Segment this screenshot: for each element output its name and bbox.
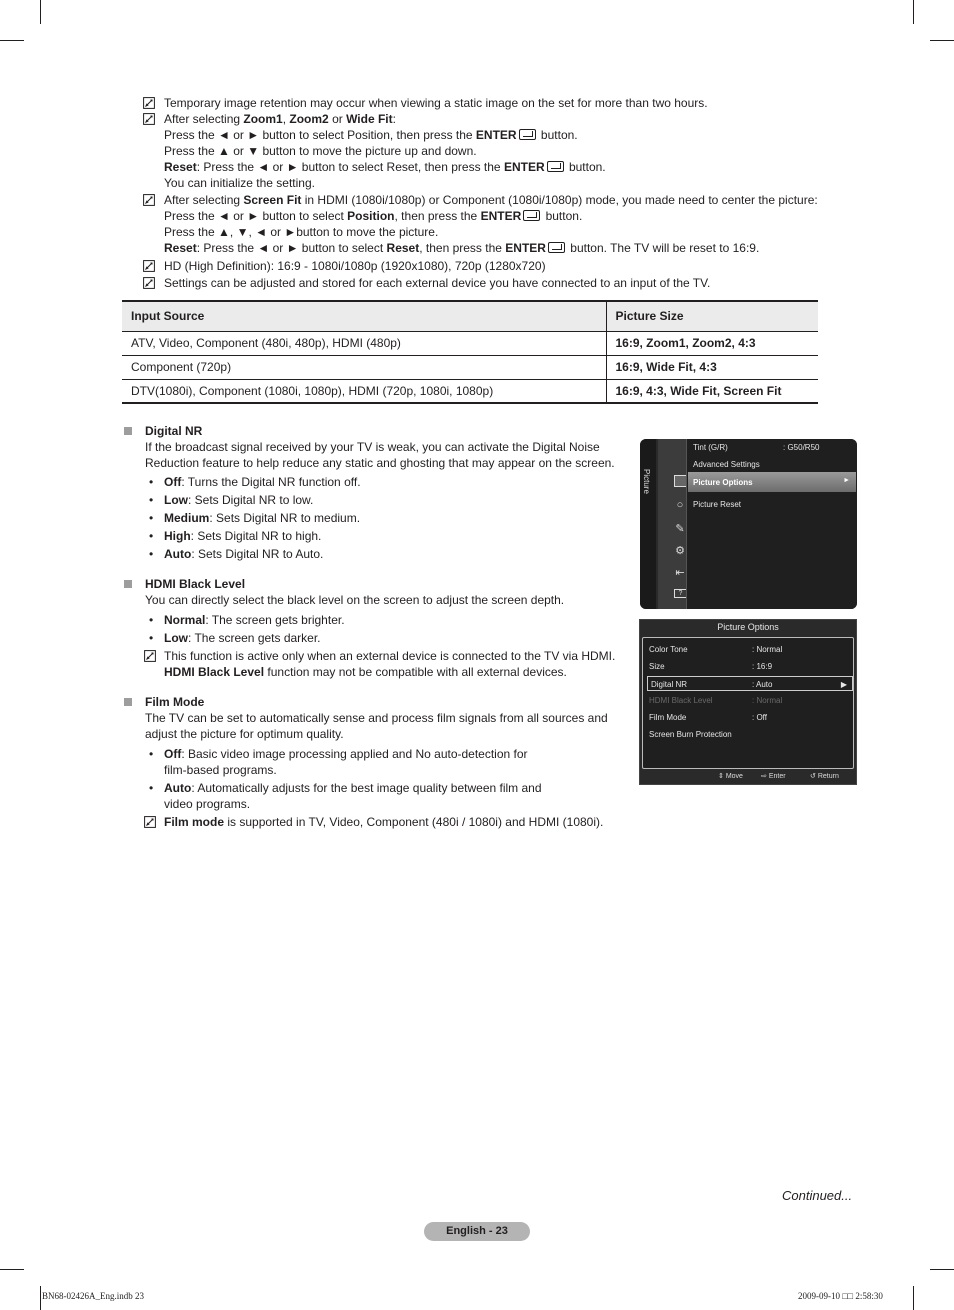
arrow-right-icon: ▶ <box>840 680 847 689</box>
support-icon[interactable]: ? <box>674 589 687 598</box>
osd-menu-list <box>686 439 857 609</box>
option-digital-nr[interactable]: Digital NR : Auto ▶ <box>647 676 853 691</box>
section-heading: Digital NR <box>122 423 632 439</box>
square-bullet-icon <box>124 580 132 588</box>
osd-title: Picture Options <box>717 622 779 632</box>
crop-mark <box>0 40 24 41</box>
note-film-mode: Film mode is supported in TV, Video, Component (480i / 1080i) and HDMI (1080i). <box>122 814 722 830</box>
table-cell: DTV(1080i), Component (1080i, 1080p), HDMI (720p, 1080i, 1080p) <box>122 379 606 403</box>
table-cell: 16:9, Wide Fit, 4:3 <box>606 355 818 379</box>
continued-label: Continued... <box>782 1188 853 1203</box>
list-item: • Auto: Automatically adjusts for the best image quality between film and video programs. <box>122 780 652 812</box>
table-row <box>122 331 818 355</box>
crop-mark <box>913 1286 914 1310</box>
list-item: • Low: Sets Digital NR to low. <box>122 492 632 508</box>
channel-icon[interactable]: ✎ <box>675 523 685 535</box>
list-item: • High: Sets Digital NR to high. <box>122 528 632 544</box>
osd-picture-options <box>639 619 857 785</box>
note-settings: Settings can be adjusted and stored for each external device you have connected to an input of the TV. <box>143 275 843 291</box>
section-film-mode: Film Mode The TV can be set to automatically sense and process film signals from all sources and adjust the picture for optimum quality. • Off: Basic video image processing applied and No auto-detection for film-based programs. • Auto: Automatically adjusts for the best image quality between film and video programs. Film mode is supported in TV, Video, Component (480i / 1080i) and HDMI (1080i). <box>122 694 652 830</box>
note-icon <box>144 816 156 828</box>
list-item: • Auto: Sets Digital NR to Auto. <box>122 546 632 562</box>
table-header: Input Source <box>122 301 606 331</box>
menu-item-picture-options[interactable]: Picture Options ► <box>688 472 856 492</box>
section-heading: HDMI Black Level <box>122 576 632 592</box>
picture-size-table <box>122 300 818 404</box>
option-size[interactable]: Size : 16:9 <box>649 662 773 671</box>
note-hd: HD (High Definition): 16:9 - 1080i/1080p (1920x1080), 720p (1280x720) <box>143 258 843 274</box>
note-icon <box>144 650 156 662</box>
osd-options-panel <box>642 637 854 769</box>
menu-item-advanced-settings[interactable]: Advanced Settings <box>693 460 760 469</box>
section-digital-nr: Digital NR If the broadcast signal received by your TV is weak, you can activate the Digital Noise Reduction feature to help reduce any static and ghosting that may appear on the screen. • Off: Turns the Digital NR function off. • Low: Sets Digital NR to low. • Medium: Sets Digital NR to medium. • High: Sets Digital NR to high. • Auto: Sets Digital NR to Auto. <box>122 423 632 562</box>
option-screen-burn-protection[interactable]: Screen Burn Protection <box>649 730 732 739</box>
move-icon: ⇕ <box>718 773 724 780</box>
arrow-right-icon: ► <box>843 477 850 484</box>
option-color-tone[interactable]: Color Tone : Normal <box>649 645 783 654</box>
crop-mark <box>930 1269 954 1270</box>
input-icon[interactable]: ⇤ <box>675 567 685 579</box>
setup-icon[interactable]: ⚙ <box>675 545 685 557</box>
print-info-right: 2009-09-10 □□ 2:58:30 <box>798 1291 883 1301</box>
section-hdmi-black-level: HDMI Black Level You can directly select the black level on the screen to adjust the screen depth. • Normal: The screen gets brighter. • Low: The screen gets darker. This function is active only when an external device is connected to the TV via HDMI. HDMI Black Level function may not be compatible with all external devices. <box>122 576 632 680</box>
return-icon: ↺ <box>810 773 816 780</box>
square-bullet-icon <box>124 698 132 706</box>
square-bullet-icon <box>124 427 132 435</box>
osd-picture-menu <box>640 439 857 609</box>
crop-mark <box>40 0 41 24</box>
table-cell: ATV, Video, Component (480i, 480p), HDMI (480p) <box>122 331 606 355</box>
note-icon <box>143 194 155 206</box>
note-icon <box>143 113 155 125</box>
enter-icon <box>519 129 536 140</box>
table-header-row <box>122 301 818 331</box>
osd-foot-return: ↺ Return <box>810 773 839 780</box>
enter-icon <box>523 210 540 221</box>
enter-icon <box>548 242 565 253</box>
osd-foot-move: ⇕ Move <box>718 773 743 780</box>
note-screen-fit: After selecting Screen Fit in HDMI (1080i/1080p) or Component (1080i/1080p) mode, you made need to center the picture: Press the ◄ or ► button to select Position, then press the ENTER button. Press the ▲, ▼, ◄ or ►button to move the picture. Reset: Press the ◄ or ► button to select Reset, then press the ENTER button. The TV will be reset to 16:9. <box>143 192 843 256</box>
table-cell: Component (720p) <box>122 355 606 379</box>
list-item: • Low: The screen gets darker. <box>122 630 632 646</box>
sound-icon[interactable]: ○ <box>676 499 684 511</box>
note-icon <box>143 277 155 289</box>
list-item: • Off: Turns the Digital NR function off. <box>122 474 632 490</box>
osd-side-tab <box>640 439 656 609</box>
osd-foot-enter: ⇨ Enter <box>761 773 786 780</box>
menu-item-picture-reset[interactable]: Picture Reset <box>693 500 742 509</box>
list-item: • Normal: The screen gets brighter. <box>122 612 632 628</box>
enter-icon: ⇨ <box>761 773 767 780</box>
menu-item-tint[interactable]: Tint (G/R) : G50/R50 <box>693 443 820 452</box>
table-row <box>122 355 818 379</box>
list-item: • Off: Basic video image processing applied and No auto-detection for film-based programs. <box>122 746 652 778</box>
option-film-mode[interactable]: Film Mode : Off <box>649 713 767 722</box>
crop-mark <box>930 40 954 41</box>
section-heading: Film Mode <box>122 694 652 710</box>
crop-mark <box>40 1286 41 1310</box>
top-notes <box>143 95 843 291</box>
enter-icon <box>547 161 564 172</box>
list-item: • Medium: Sets Digital NR to medium. <box>122 510 632 526</box>
note-icon <box>143 260 155 272</box>
osd-side-label: Picture <box>642 469 651 494</box>
table-cell: 16:9, Zoom1, Zoom2, 4:3 <box>606 331 818 355</box>
note-icon <box>143 97 155 109</box>
note-hdmi: This function is active only when an external device is connected to the TV via HDMI. HDMI Black Level function may not be compatible with all external devices. <box>122 648 632 680</box>
note-zoom: After selecting Zoom1, Zoom2 or Wide Fit: Press the ◄ or ► button to select Position, then press the ENTER button. Press the ▲ or ▼ button to move the picture up and down. Reset: Press the ◄ or ► button to select Reset, then press the ENTER button. You can initialize the setting. <box>143 111 843 191</box>
table-header: Picture Size <box>606 301 818 331</box>
crop-mark <box>913 0 914 24</box>
table-row <box>122 379 818 403</box>
option-hdmi-black-level: HDMI Black Level : Normal <box>649 696 783 705</box>
note-retention: Temporary image retention may occur when viewing a static image on the set for more than two hours. <box>143 95 843 111</box>
print-info-left: BN68-02426A_Eng.indb 23 <box>42 1291 144 1301</box>
page-number: English - 23 <box>424 1222 530 1241</box>
crop-mark <box>0 1269 24 1270</box>
table-cell: 16:9, 4:3, Wide Fit, Screen Fit <box>606 379 818 403</box>
